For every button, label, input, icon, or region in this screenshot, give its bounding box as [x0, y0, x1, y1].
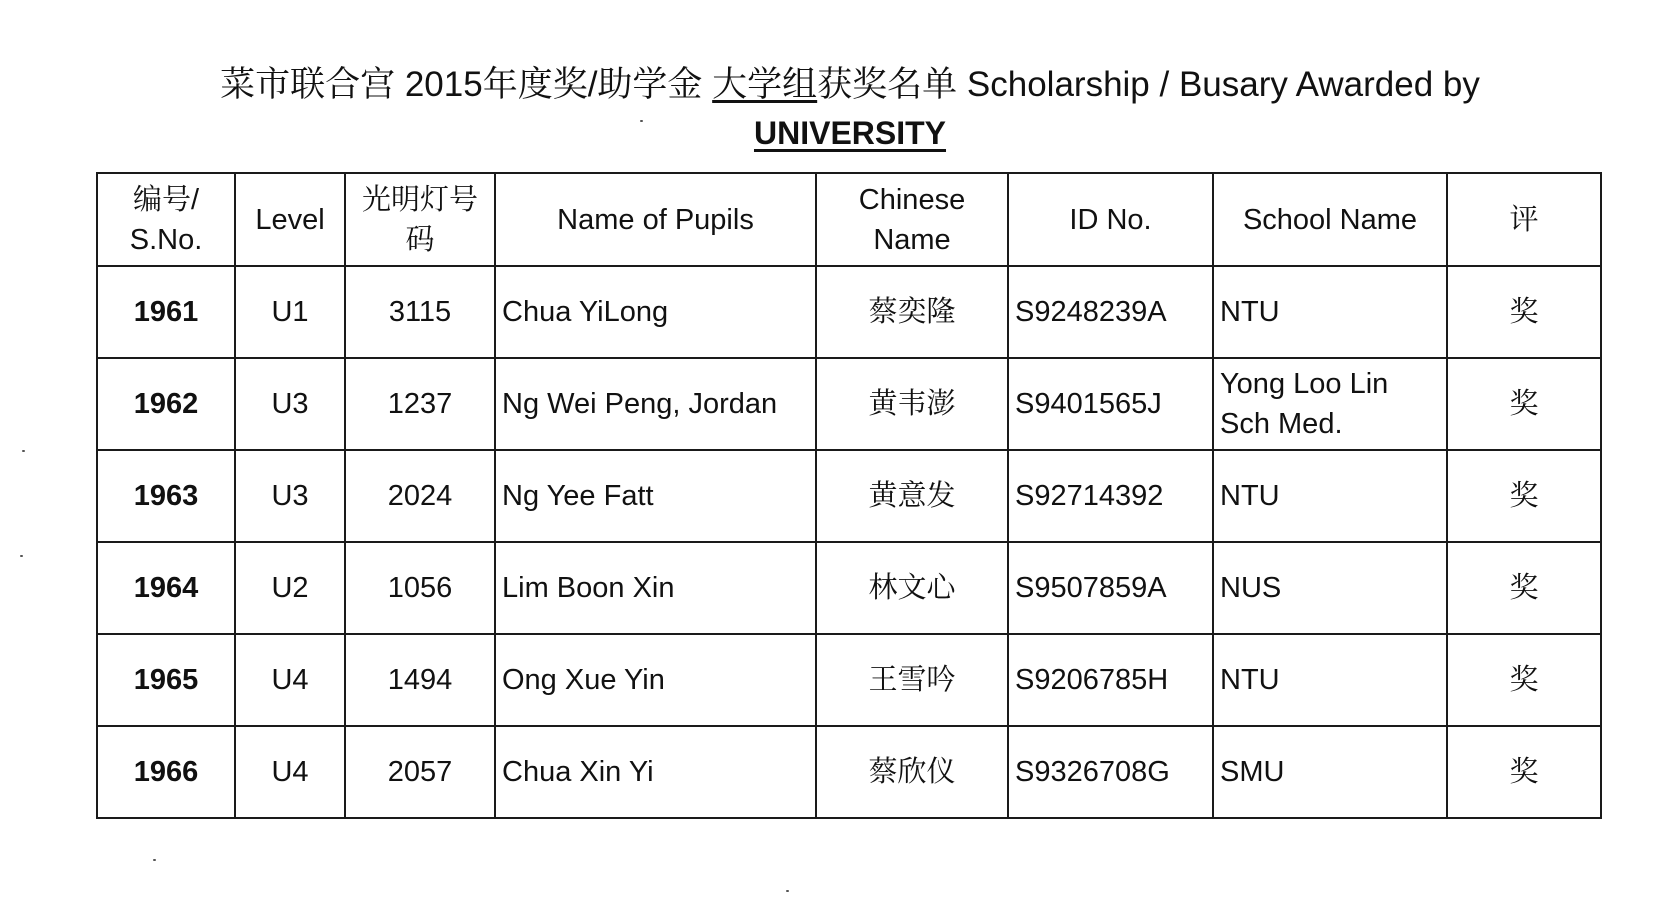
- table-row: [97, 634, 1601, 726]
- cell-level: U1: [235, 266, 345, 358]
- scan-speck: [153, 859, 156, 861]
- cell-school-name: NTU: [1213, 266, 1447, 358]
- table-row: [97, 726, 1601, 818]
- cell-award: 奖: [1447, 542, 1601, 634]
- cell-sno: 1964: [97, 542, 235, 634]
- cell-pupil-name: Ng Yee Fatt: [495, 450, 816, 542]
- cell-school-name: NUS: [1213, 542, 1447, 634]
- table-row: [97, 450, 1601, 542]
- cell-lamp-no: 1494: [345, 634, 495, 726]
- cell-id-no: S9401565J: [1008, 358, 1213, 450]
- scan-speck: [786, 890, 789, 892]
- cell-pupil-name: Ng Wei Peng, Jordan: [495, 358, 816, 450]
- cell-school-name: SMU: [1213, 726, 1447, 818]
- cell-level: U2: [235, 542, 345, 634]
- cell-school-name: NTU: [1213, 634, 1447, 726]
- cell-award: 奖: [1447, 450, 1601, 542]
- header-pupil-name: Name of Pupils: [495, 173, 816, 266]
- cell-chinese-name: 黄意发: [816, 450, 1008, 542]
- header-lamp-no: 光明灯号 码: [345, 173, 495, 266]
- cell-pupil-name: Ong Xue Yin: [495, 634, 816, 726]
- cell-level: U4: [235, 726, 345, 818]
- header-level: Level: [235, 173, 345, 266]
- cell-id-no: S9248239A: [1008, 266, 1213, 358]
- cell-sno: 1963: [97, 450, 235, 542]
- cell-lamp-no: 3115: [345, 266, 495, 358]
- cell-school-name: NTU: [1213, 450, 1447, 542]
- cell-lamp-no: 1237: [345, 358, 495, 450]
- header-chinese-name: Chinese Name: [816, 173, 1008, 266]
- cell-award: 奖: [1447, 634, 1601, 726]
- cell-chinese-name: 黄韦澎: [816, 358, 1008, 450]
- awardee-table: [96, 172, 1602, 819]
- cell-chinese-name: 林文心: [816, 542, 1008, 634]
- cell-lamp-no: 1056: [345, 542, 495, 634]
- cell-award: 奖: [1447, 358, 1601, 450]
- cell-id-no: S92714392: [1008, 450, 1213, 542]
- title-suffix: 获奖名单 Scholarship / Busary Awarded by: [817, 65, 1480, 104]
- cell-sno: 1965: [97, 634, 235, 726]
- cell-pupil-name: Chua Xin Yi: [495, 726, 816, 818]
- scan-speck: [22, 450, 25, 452]
- scan-speck: [640, 120, 643, 122]
- cell-chinese-name: 王雪吟: [816, 634, 1008, 726]
- cell-award: 奖: [1447, 726, 1601, 818]
- cell-school-name: Yong Loo Lin Sch Med.: [1213, 358, 1447, 450]
- table-row: [97, 266, 1601, 358]
- cell-lamp-no: 2057: [345, 726, 495, 818]
- cell-award: 奖: [1447, 266, 1601, 358]
- cell-level: U3: [235, 450, 345, 542]
- table-row: [97, 542, 1601, 634]
- cell-id-no: S9507859A: [1008, 542, 1213, 634]
- cell-sno: 1962: [97, 358, 235, 450]
- header-school-name: School Name: [1213, 173, 1447, 266]
- cell-lamp-no: 2024: [345, 450, 495, 542]
- title-category-underlined: 大学组: [712, 65, 818, 104]
- cell-chinese-name: 蔡奕隆: [816, 266, 1008, 358]
- header-award: 评: [1447, 173, 1601, 266]
- document-title: [0, 62, 1677, 156]
- cell-level: U3: [235, 358, 345, 450]
- cell-id-no: S9206785H: [1008, 634, 1213, 726]
- cell-pupil-name: Chua YiLong: [495, 266, 816, 358]
- cell-chinese-name: 蔡欣仪: [816, 726, 1008, 818]
- title-university: UNIVERSITY: [753, 115, 947, 151]
- cell-sno: 1961: [97, 266, 235, 358]
- table-header-row: [97, 173, 1601, 266]
- title-prefix: 菜市联合宫 2015年度奖/助学金: [220, 65, 713, 104]
- cell-level: U4: [235, 634, 345, 726]
- header-id-no: ID No.: [1008, 173, 1213, 266]
- header-sno: 编号/ S.No.: [97, 173, 235, 266]
- scan-speck: [20, 555, 23, 557]
- cell-sno: 1966: [97, 726, 235, 818]
- cell-id-no: S9326708G: [1008, 726, 1213, 818]
- table-row: [97, 358, 1601, 450]
- cell-pupil-name: Lim Boon Xin: [495, 542, 816, 634]
